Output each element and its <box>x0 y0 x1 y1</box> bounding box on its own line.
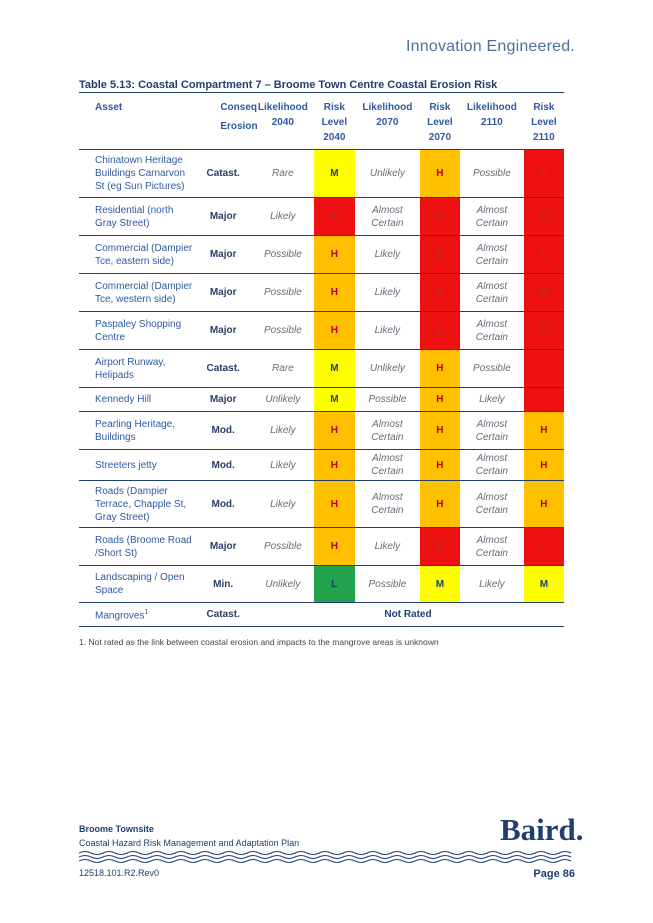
risk-level-2070-cell: E <box>420 312 460 350</box>
likelihood-2110-cell: Likely <box>460 566 524 603</box>
asset-cell: Commercial (Dampier Tce, western side) <box>79 274 194 312</box>
table-top-rule <box>79 92 564 93</box>
likelihood-2070-cell: Possible <box>355 566 420 603</box>
asset-cell: Commercial (Dampier Tce, eastern side) <box>79 236 194 274</box>
risk-level-2040-cell: H <box>314 450 355 481</box>
likelihood-2070-cell: Possible <box>355 388 420 412</box>
likelihood-2070-cell: Likely <box>355 274 420 312</box>
col-header-likelihood-2070: Likelihood 2070 <box>355 94 420 150</box>
table-row <box>79 236 564 274</box>
likelihood-2070-cell: Almost Certain <box>355 481 420 528</box>
conseq-cell: Major <box>194 312 252 350</box>
asset-cell: Streeters jetty <box>79 450 194 481</box>
table-row <box>79 412 564 450</box>
page-number: Page 86 <box>533 868 575 880</box>
risk-level-2040-cell: H <box>314 236 355 274</box>
table-row <box>79 350 564 388</box>
likelihood-2110-cell: Almost Certain <box>460 236 524 274</box>
table-row <box>79 528 564 566</box>
likelihood-2070-cell: Almost Certain <box>355 412 420 450</box>
likelihood-2070-cell: Almost Certain <box>355 450 420 481</box>
table-row <box>79 566 564 603</box>
likelihood-2040-cell: Unlikely <box>252 388 314 412</box>
asset-cell: Roads (Broome Road /Short St) <box>79 528 194 566</box>
likelihood-2110-cell: Almost Certain <box>460 528 524 566</box>
likelihood-2110-cell: Possible <box>460 150 524 198</box>
risk-level-2040-cell: H <box>314 528 355 566</box>
risk-level-2110-cell: E <box>524 388 564 412</box>
col-header-likelihood-2110: Likelihood 2110 <box>460 94 524 150</box>
conseq-cell: Min. <box>194 566 252 603</box>
risk-level-2070-cell: H <box>420 388 460 412</box>
col-header-risk-2070: Risk Level 2070 <box>420 94 460 150</box>
asset-cell: Pearling Heritage, Buildings <box>79 412 194 450</box>
risk-level-2070-cell: H <box>420 450 460 481</box>
risk-level-2040-cell: M <box>314 388 355 412</box>
conseq-cell: Catast. <box>194 603 252 627</box>
risk-table-body <box>79 150 564 603</box>
likelihood-2040-cell: Rare <box>252 350 314 388</box>
likelihood-2110-cell: Almost Certain <box>460 274 524 312</box>
likelihood-2070-cell: Likely <box>355 528 420 566</box>
col-header-risk-2040: Risk Level 2040 <box>314 94 355 150</box>
risk-level-2110-cell: E <box>524 528 564 566</box>
risk-level-2040-cell: H <box>314 481 355 528</box>
risk-level-2040-cell: H <box>314 274 355 312</box>
conseq-cell: Catast. <box>194 150 252 198</box>
likelihood-2110-cell: Almost Certain <box>460 412 524 450</box>
risk-table <box>79 94 564 627</box>
risk-level-2040-cell: M <box>314 150 355 198</box>
likelihood-2110-cell: Possible <box>460 350 524 388</box>
risk-level-2110-cell: E <box>524 236 564 274</box>
asset-cell: Landscaping / Open Space <box>79 566 194 603</box>
likelihood-2040-cell: Possible <box>252 236 314 274</box>
risk-level-2040-cell: M <box>314 350 355 388</box>
conseq-cell: Major <box>194 274 252 312</box>
table-row <box>79 274 564 312</box>
footer-title: Broome Townsite <box>79 824 154 834</box>
risk-level-2070-cell: E <box>420 236 460 274</box>
risk-level-2110-cell: E <box>524 198 564 236</box>
conseq-cell: Major <box>194 198 252 236</box>
risk-level-2070-cell: E <box>420 274 460 312</box>
likelihood-2110-cell: Almost Certain <box>460 481 524 528</box>
risk-level-2040-cell: E <box>314 198 355 236</box>
asset-cell: Airport Runway, Helipads <box>79 350 194 388</box>
table-row <box>79 481 564 528</box>
asset-cell: Residential (north Gray Street) <box>79 198 194 236</box>
likelihood-2110-cell: Likely <box>460 388 524 412</box>
table-title: Table 5.13: Coastal Compartment 7 – Broome Town Centre Coastal Erosion Risk <box>79 79 498 91</box>
risk-level-2110-cell: E <box>524 312 564 350</box>
document-number: 12518.101.R2.Rev0 <box>79 868 160 878</box>
risk-level-2110-cell: E <box>524 274 564 312</box>
likelihood-2040-cell: Possible <box>252 274 314 312</box>
table-row <box>79 312 564 350</box>
header-tagline: Innovation Engineered. <box>406 38 575 55</box>
risk-level-2110-cell: H <box>524 481 564 528</box>
risk-level-2070-cell: E <box>420 528 460 566</box>
likelihood-2070-cell: Unlikely <box>355 150 420 198</box>
table-footnote: 1. Not rated as the link between coastal erosion and impacts to the mangrove areas is unknown <box>79 637 439 647</box>
conseq-cell: Mod. <box>194 412 252 450</box>
likelihood-2070-cell: Unlikely <box>355 350 420 388</box>
likelihood-2110-cell: Almost Certain <box>460 312 524 350</box>
likelihood-2040-cell: Likely <box>252 481 314 528</box>
risk-level-2110-cell: E <box>524 150 564 198</box>
likelihood-2070-cell: Likely <box>355 236 420 274</box>
asset-cell: Kennedy Hill <box>79 388 194 412</box>
conseq-cell: Major <box>194 528 252 566</box>
col-header-likelihood-2040: Likelihood 2040 <box>252 94 314 150</box>
conseq-cell: Catast. <box>194 350 252 388</box>
table-row <box>79 450 564 481</box>
wave-divider-icon <box>79 850 575 864</box>
table-row <box>79 198 564 236</box>
likelihood-2040-cell: Possible <box>252 528 314 566</box>
risk-level-2070-cell: H <box>420 481 460 528</box>
risk-level-2110-cell: H <box>524 412 564 450</box>
risk-level-2070-cell: E <box>420 198 460 236</box>
likelihood-2070-cell: Likely <box>355 312 420 350</box>
risk-level-2040-cell: L <box>314 566 355 603</box>
table-row-mangroves <box>79 603 564 627</box>
likelihood-2070-cell: Almost Certain <box>355 198 420 236</box>
asset-cell: Paspaley Shopping Centre <box>79 312 194 350</box>
baird-logo: Baird. <box>500 812 584 847</box>
likelihood-2110-cell: Almost Certain <box>460 450 524 481</box>
risk-level-2110-cell: M <box>524 566 564 603</box>
asset-cell: Roads (Dampier Terrace, Chapple St, Gray Street) <box>79 481 194 528</box>
risk-level-2110-cell: H <box>524 450 564 481</box>
not-rated-cell: Not Rated <box>252 603 564 627</box>
likelihood-2040-cell: Likely <box>252 198 314 236</box>
likelihood-2040-cell: Likely <box>252 412 314 450</box>
conseq-cell: Major <box>194 388 252 412</box>
table-row <box>79 388 564 412</box>
risk-level-2070-cell: H <box>420 350 460 388</box>
likelihood-2040-cell: Likely <box>252 450 314 481</box>
risk-level-2040-cell: H <box>314 312 355 350</box>
col-header-conseq: Conseq Erosion <box>194 94 252 150</box>
asset-cell: Mangroves$^1$ <box>79 603 194 627</box>
col-header-risk-2110: Risk Level 2110 <box>524 94 564 150</box>
table-row <box>79 150 564 198</box>
col-header-asset: Asset <box>79 94 194 150</box>
risk-level-2040-cell: H <box>314 412 355 450</box>
footer-subtitle: Coastal Hazard Risk Management and Adaptation Plan <box>79 838 300 848</box>
risk-level-2070-cell: H <box>420 412 460 450</box>
table-header-row <box>79 94 564 150</box>
likelihood-2040-cell: Unlikely <box>252 566 314 603</box>
conseq-cell: Mod. <box>194 450 252 481</box>
likelihood-2110-cell: Almost Certain <box>460 198 524 236</box>
risk-level-2110-cell: E <box>524 350 564 388</box>
conseq-cell: Mod. <box>194 481 252 528</box>
risk-level-2070-cell: H <box>420 150 460 198</box>
asset-cell: Chinatown Heritage Buildings Carnarvon St (eg Sun Pictures) <box>79 150 194 198</box>
conseq-cell: Major <box>194 236 252 274</box>
likelihood-2040-cell: Possible <box>252 312 314 350</box>
likelihood-2040-cell: Rare <box>252 150 314 198</box>
risk-level-2070-cell: M <box>420 566 460 603</box>
